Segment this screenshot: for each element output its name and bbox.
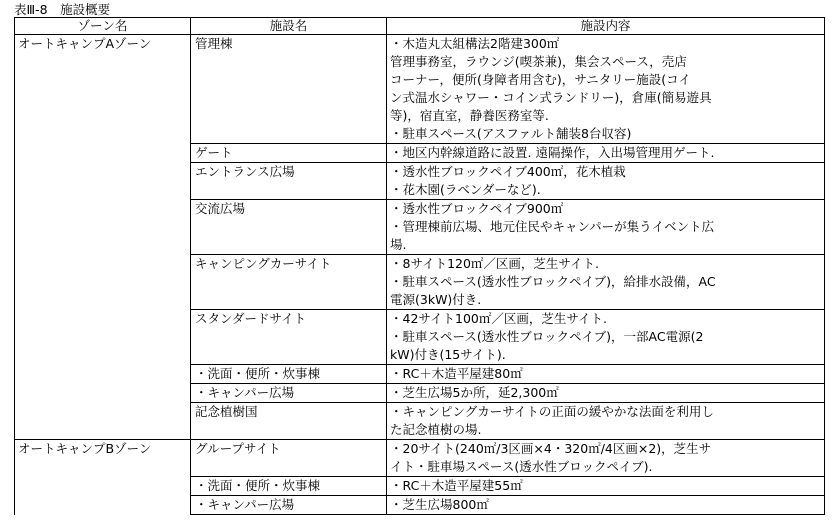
zone-name: オートキャンプAゾーン — [18, 36, 152, 51]
facility-content-cell — [387, 440, 825, 477]
facility-content-cell — [387, 163, 825, 200]
content-line: ・管理棟前広場、地元住民やキャンパーが集うイベント広 — [390, 219, 715, 234]
facility-overview-table — [14, 17, 825, 515]
content-line: ・透水性ブロックペイブ900㎡ — [390, 201, 564, 216]
facility-name: 記念植樹国 — [195, 404, 258, 419]
header-zone: ゾーン名 — [15, 18, 191, 35]
content-line: ・駐車スペース(透水性ブロックペイブ)，一部AC電源(2 — [390, 329, 704, 344]
facility-name: ・洗面・便所・炊事棟 — [195, 366, 321, 381]
table-caption: 表Ⅲ-8 施設概要 — [14, 2, 111, 17]
content-line: ・地区内幹線道路に設置. 遠隔操作，入出場管理用ゲート. — [390, 145, 715, 160]
facility-name: ・キャンパー広場 — [195, 385, 295, 400]
content-line: ・木造丸太組構法2階建300㎡ — [390, 36, 560, 51]
content-line: ・駐車スペース(アスファルト舗装8台収容) — [390, 126, 632, 141]
content-line: 管理事務室，ラウンジ(喫茶兼)，集会スペース，売店 — [390, 54, 687, 69]
table-row — [15, 35, 825, 144]
facility-name-cell — [191, 365, 387, 384]
content-line: 場. — [390, 237, 407, 252]
facility-name: エントランス広場 — [195, 164, 295, 179]
facility-name-cell — [191, 384, 387, 403]
content-line: ・42サイト100㎡／区画，芝生サイト. — [390, 311, 607, 326]
facility-content-cell — [387, 200, 825, 255]
zone-name-cell — [15, 440, 191, 515]
content-line: ・キャンピングカーサイトの正面の緩やかな法面を利用し — [390, 404, 714, 419]
facility-name-cell — [191, 310, 387, 365]
content-line: ・8サイト120㎡／区画，芝生サイト. — [390, 256, 600, 271]
facility-content-cell — [387, 144, 825, 163]
facility-name-cell — [191, 496, 387, 515]
content-line: イト・駐車場スペース(透水性ブロックペイブ). — [390, 459, 653, 474]
content-line: 等)，宿直室，静養医務室等. — [390, 108, 549, 123]
content-line: 電源(3kW)付き. — [390, 292, 482, 307]
content-line: ・RC＋木造平屋建80㎡ — [390, 366, 523, 381]
header-row — [15, 18, 825, 35]
facility-name-cell — [191, 403, 387, 440]
table-row — [15, 440, 825, 477]
facility-name: 交流広場 — [195, 201, 246, 216]
facility-content-cell — [387, 35, 825, 144]
facility-name: スタンダードサイト — [195, 311, 307, 326]
facility-name: ・キャンパー広場 — [195, 497, 295, 512]
facility-name-cell — [191, 200, 387, 255]
content-line: ・RC＋木造平屋建55㎡ — [390, 478, 523, 493]
content-line: kW)付き(15サイト). — [390, 347, 506, 362]
facility-name: キャンピングカーサイト — [195, 256, 332, 271]
content-line: ・20サイト(240㎡/3区画×4・320㎡/4区画×2)，芝生サ — [390, 441, 712, 456]
facility-name: ゲート — [195, 145, 233, 160]
content-line: ・透水性ブロックペイブ400㎡，花木植栽 — [390, 164, 626, 179]
facility-content-cell — [387, 255, 825, 310]
facility-content-cell — [387, 365, 825, 384]
zone-name-cell — [15, 35, 191, 440]
facility-name-cell — [191, 440, 387, 477]
content-line: ・花木園(ラベンダーなど). — [390, 182, 541, 197]
zone-name: オートキャンプBゾーン — [18, 441, 152, 456]
header-content: 施設内容 — [387, 18, 825, 35]
zone-b-group — [15, 440, 825, 515]
facility-content-cell — [387, 310, 825, 365]
content-line: ・駐車スペース(透水性ブロックペイブ)，給排水設備，AC — [390, 274, 716, 289]
facility-name: ・洗面・便所・炊事棟 — [195, 478, 321, 493]
content-line: た記念植樹の場. — [390, 422, 482, 437]
facility-name-cell — [191, 35, 387, 144]
content-line: ン式温水シャワー・コイン式ランドリー)，倉庫(簡易遊具 — [390, 90, 712, 105]
facility-name-cell — [191, 255, 387, 310]
facility-content-cell — [387, 496, 825, 515]
content-line: コーナー，便所(身障者用含む)，サニタリー施設(コイ — [390, 72, 691, 87]
facility-content-cell — [387, 477, 825, 496]
facility-name: 管理棟 — [195, 36, 233, 51]
facility-content-cell — [387, 403, 825, 440]
zone-a-group — [15, 35, 825, 440]
header-facility: 施設名 — [191, 18, 387, 35]
facility-name: グループサイト — [195, 441, 281, 456]
facility-name-cell — [191, 144, 387, 163]
facility-name-cell — [191, 477, 387, 496]
facility-name-cell — [191, 163, 387, 200]
content-line: ・芝生広場5か所，延2,300㎡ — [390, 385, 559, 400]
content-line: ・芝生広場800㎡ — [390, 497, 489, 512]
facility-content-cell — [387, 384, 825, 403]
